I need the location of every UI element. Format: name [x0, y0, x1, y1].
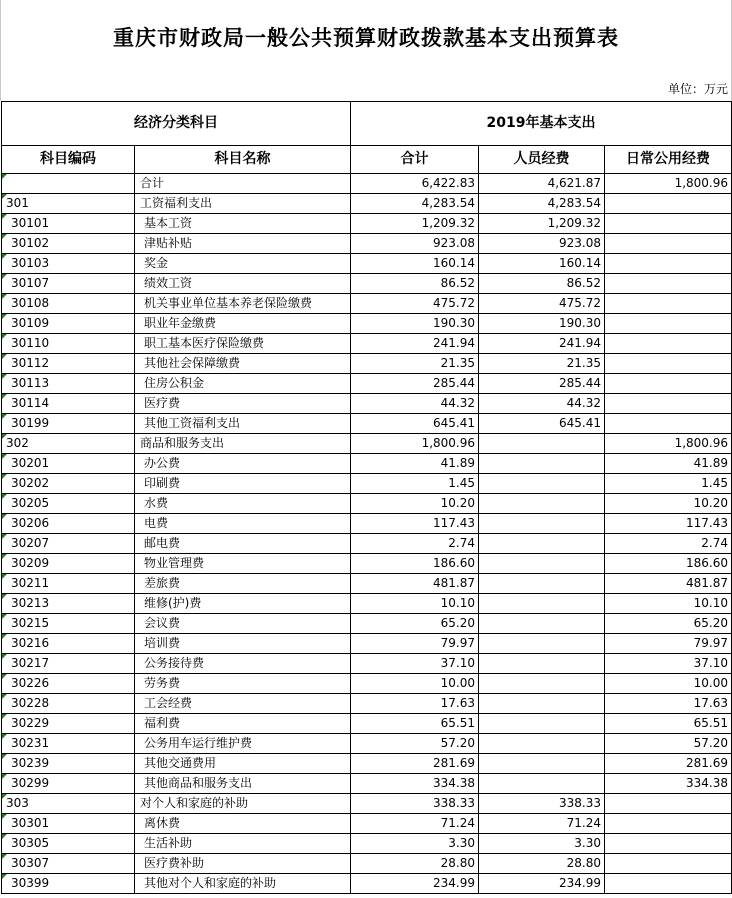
- cell-code: 30226: [2, 674, 135, 694]
- cell-total: 281.69: [351, 754, 479, 774]
- cell-code: 30217: [2, 654, 135, 674]
- cell-public: 481.87: [605, 574, 732, 594]
- cell-code: 303: [2, 794, 135, 814]
- cell-name: 职工基本医疗保险缴费: [135, 334, 351, 354]
- cell-personnel: [479, 554, 605, 574]
- cell-total: 4,283.54: [351, 194, 479, 214]
- cell-personnel: [479, 714, 605, 734]
- header-public: 日常公用经费: [605, 146, 732, 174]
- table-row: [2, 434, 732, 454]
- table-row: [2, 814, 732, 834]
- cell-name: 基本工资: [135, 214, 351, 234]
- table-row: [2, 874, 732, 894]
- cell-personnel: [479, 534, 605, 554]
- cell-public: [605, 394, 732, 414]
- cell-name: 公务接待费: [135, 654, 351, 674]
- cell-code: 30110: [2, 334, 135, 354]
- table-row: [2, 194, 732, 214]
- cell-personnel: 234.99: [479, 874, 605, 894]
- cell-public: 1.45: [605, 474, 732, 494]
- cell-personnel: [479, 734, 605, 754]
- cell-code: 30299: [2, 774, 135, 794]
- cell-total: 190.30: [351, 314, 479, 334]
- table-row: [2, 454, 732, 474]
- table-row: [2, 514, 732, 534]
- cell-name: 办公费: [135, 454, 351, 474]
- table-body: [2, 174, 732, 894]
- budget-table: [1, 101, 732, 894]
- cell-public: [605, 814, 732, 834]
- cell-name: 商品和服务支出: [135, 434, 351, 454]
- cell-code: 30113: [2, 374, 135, 394]
- cell-name: 水费: [135, 494, 351, 514]
- cell-name: 工资福利支出: [135, 194, 351, 214]
- table-row: [2, 734, 732, 754]
- table-row: [2, 174, 732, 194]
- cell-personnel: [479, 674, 605, 694]
- cell-total: 6,422.83: [351, 174, 479, 194]
- header-code: 科目编码: [2, 146, 135, 174]
- cell-total: 1,209.32: [351, 214, 479, 234]
- cell-name: 培训费: [135, 634, 351, 654]
- table-row: [2, 254, 732, 274]
- cell-personnel: 4,283.54: [479, 194, 605, 214]
- cell-name: 医疗费: [135, 394, 351, 414]
- cell-personnel: [479, 594, 605, 614]
- table-row: [2, 334, 732, 354]
- cell-code: 30108: [2, 294, 135, 314]
- cell-code: 30301: [2, 814, 135, 834]
- cell-name: 其他工资福利支出: [135, 414, 351, 434]
- cell-total: 1,800.96: [351, 434, 479, 454]
- cell-personnel: [479, 694, 605, 714]
- cell-public: [605, 294, 732, 314]
- cell-public: 37.10: [605, 654, 732, 674]
- cell-name: 印刷费: [135, 474, 351, 494]
- cell-personnel: 71.24: [479, 814, 605, 834]
- cell-personnel: 3.30: [479, 834, 605, 854]
- cell-personnel: 338.33: [479, 794, 605, 814]
- cell-name: 合计: [135, 174, 351, 194]
- cell-public: [605, 334, 732, 354]
- cell-code: 30307: [2, 854, 135, 874]
- cell-code: 302: [2, 434, 135, 454]
- cell-code: 30107: [2, 274, 135, 294]
- cell-total: 41.89: [351, 454, 479, 474]
- header-total: 合计: [351, 146, 479, 174]
- cell-code: 30211: [2, 574, 135, 594]
- cell-code: 30239: [2, 754, 135, 774]
- cell-total: 338.33: [351, 794, 479, 814]
- cell-name: 其他商品和服务支出: [135, 774, 351, 794]
- cell-code: 30231: [2, 734, 135, 754]
- cell-public: 281.69: [605, 754, 732, 774]
- cell-public: [605, 274, 732, 294]
- table-row: [2, 674, 732, 694]
- cell-public: 334.38: [605, 774, 732, 794]
- cell-personnel: 285.44: [479, 374, 605, 394]
- cell-code: 30229: [2, 714, 135, 734]
- cell-public: 10.10: [605, 594, 732, 614]
- cell-total: 923.08: [351, 234, 479, 254]
- table-row: [2, 554, 732, 574]
- cell-total: 234.99: [351, 874, 479, 894]
- cell-public: 79.97: [605, 634, 732, 654]
- cell-total: 10.20: [351, 494, 479, 514]
- cell-personnel: 4,621.87: [479, 174, 605, 194]
- table-row: [2, 534, 732, 554]
- cell-name: 住房公积金: [135, 374, 351, 394]
- cell-name: 生活补助: [135, 834, 351, 854]
- cell-name: 绩效工资: [135, 274, 351, 294]
- cell-total: 10.00: [351, 674, 479, 694]
- table-row: [2, 294, 732, 314]
- cell-total: 65.20: [351, 614, 479, 634]
- cell-name: 差旅费: [135, 574, 351, 594]
- cell-personnel: [479, 454, 605, 474]
- cell-personnel: [479, 574, 605, 594]
- cell-personnel: 21.35: [479, 354, 605, 374]
- cell-name: 邮电费: [135, 534, 351, 554]
- cell-personnel: [479, 494, 605, 514]
- cell-public: 10.00: [605, 674, 732, 694]
- cell-total: 117.43: [351, 514, 479, 534]
- table-row: [2, 374, 732, 394]
- unit-label: 单位：万元: [667, 82, 728, 96]
- cell-code: 30202: [2, 474, 135, 494]
- cell-code: 30109: [2, 314, 135, 334]
- cell-code: 30305: [2, 834, 135, 854]
- cell-code: 30207: [2, 534, 135, 554]
- cell-total: 44.32: [351, 394, 479, 414]
- cell-code: 30205: [2, 494, 135, 514]
- cell-personnel: 1,209.32: [479, 214, 605, 234]
- cell-public: 1,800.96: [605, 174, 732, 194]
- cell-public: 1,800.96: [605, 434, 732, 454]
- table-row: [2, 214, 732, 234]
- cell-personnel: 86.52: [479, 274, 605, 294]
- cell-code: 30228: [2, 694, 135, 714]
- cell-name: 其他社会保障缴费: [135, 354, 351, 374]
- cell-public: [605, 234, 732, 254]
- cell-total: 28.80: [351, 854, 479, 874]
- cell-name: 福利费: [135, 714, 351, 734]
- table-row: [2, 354, 732, 374]
- cell-total: 241.94: [351, 334, 479, 354]
- cell-name: 职业年金缴费: [135, 314, 351, 334]
- cell-name: 工会经费: [135, 694, 351, 714]
- table-row: [2, 794, 732, 814]
- cell-personnel: 923.08: [479, 234, 605, 254]
- cell-public: 41.89: [605, 454, 732, 474]
- cell-total: 285.44: [351, 374, 479, 394]
- cell-code: 301: [2, 194, 135, 214]
- table-row: [2, 614, 732, 634]
- cell-personnel: [479, 614, 605, 634]
- cell-public: 57.20: [605, 734, 732, 754]
- cell-public: [605, 374, 732, 394]
- cell-personnel: [479, 774, 605, 794]
- table-row: [2, 494, 732, 514]
- cell-code: [2, 174, 135, 194]
- cell-public: [605, 314, 732, 334]
- cell-total: 186.60: [351, 554, 479, 574]
- cell-code: 30101: [2, 214, 135, 234]
- cell-personnel: [479, 754, 605, 774]
- cell-public: 186.60: [605, 554, 732, 574]
- cell-public: [605, 214, 732, 234]
- cell-name: 奖金: [135, 254, 351, 274]
- cell-name: 津贴补贴: [135, 234, 351, 254]
- cell-personnel: 475.72: [479, 294, 605, 314]
- cell-name: 会议费: [135, 614, 351, 634]
- cell-name: 电费: [135, 514, 351, 534]
- cell-personnel: 645.41: [479, 414, 605, 434]
- cell-public: [605, 354, 732, 374]
- header-group-economic-classification: 经济分类科目: [2, 102, 351, 146]
- cell-total: 21.35: [351, 354, 479, 374]
- cell-code: 30199: [2, 414, 135, 434]
- cell-code: 30103: [2, 254, 135, 274]
- cell-public: 17.63: [605, 694, 732, 714]
- cell-personnel: [479, 654, 605, 674]
- table-row: [2, 854, 732, 874]
- cell-personnel: 28.80: [479, 854, 605, 874]
- table-row: [2, 654, 732, 674]
- cell-code: 30102: [2, 234, 135, 254]
- page-title: 重庆市财政局一般公共预算财政拨款基本支出预算表: [113, 26, 619, 50]
- cell-personnel: 160.14: [479, 254, 605, 274]
- table-row: [2, 314, 732, 334]
- cell-public: [605, 254, 732, 274]
- cell-public: [605, 194, 732, 214]
- cell-code: 30112: [2, 354, 135, 374]
- cell-name: 公务用车运行维护费: [135, 734, 351, 754]
- table-row: [2, 574, 732, 594]
- cell-name: 离休费: [135, 814, 351, 834]
- table-row: [2, 714, 732, 734]
- cell-total: 17.63: [351, 694, 479, 714]
- table-row: [2, 754, 732, 774]
- cell-total: 86.52: [351, 274, 479, 294]
- cell-name: 机关事业单位基本养老保险缴费: [135, 294, 351, 314]
- table-row: [2, 634, 732, 654]
- table-row: [2, 694, 732, 714]
- cell-personnel: 44.32: [479, 394, 605, 414]
- cell-name: 其他交通费用: [135, 754, 351, 774]
- cell-public: [605, 414, 732, 434]
- table-row: [2, 274, 732, 294]
- cell-name: 医疗费补助: [135, 854, 351, 874]
- cell-personnel: 241.94: [479, 334, 605, 354]
- cell-total: 65.51: [351, 714, 479, 734]
- cell-public: [605, 834, 732, 854]
- cell-total: 160.14: [351, 254, 479, 274]
- table-row: [2, 594, 732, 614]
- table-row: [2, 394, 732, 414]
- cell-code: 30399: [2, 874, 135, 894]
- cell-name: 劳务费: [135, 674, 351, 694]
- cell-code: 30206: [2, 514, 135, 534]
- cell-personnel: 190.30: [479, 314, 605, 334]
- header-name: 科目名称: [135, 146, 351, 174]
- table-row: [2, 414, 732, 434]
- cell-total: 481.87: [351, 574, 479, 594]
- cell-name: 对个人和家庭的补助: [135, 794, 351, 814]
- cell-code: 30209: [2, 554, 135, 574]
- table-row: [2, 234, 732, 254]
- cell-total: 475.72: [351, 294, 479, 314]
- cell-total: 1.45: [351, 474, 479, 494]
- cell-public: [605, 854, 732, 874]
- cell-personnel: [479, 474, 605, 494]
- cell-public: 2.74: [605, 534, 732, 554]
- cell-personnel: [479, 634, 605, 654]
- cell-public: [605, 874, 732, 894]
- cell-public: 65.20: [605, 614, 732, 634]
- cell-total: 79.97: [351, 634, 479, 654]
- cell-code: 30114: [2, 394, 135, 414]
- table-row: [2, 834, 732, 854]
- cell-public: 10.20: [605, 494, 732, 514]
- header-personnel: 人员经费: [479, 146, 605, 174]
- table-header: [2, 102, 732, 174]
- cell-public: [605, 794, 732, 814]
- cell-name: 维修(护)费: [135, 594, 351, 614]
- cell-personnel: [479, 514, 605, 534]
- cell-code: 30215: [2, 614, 135, 634]
- cell-total: 57.20: [351, 734, 479, 754]
- cell-name: 其他对个人和家庭的补助: [135, 874, 351, 894]
- table-row: [2, 474, 732, 494]
- cell-total: 10.10: [351, 594, 479, 614]
- cell-code: 30216: [2, 634, 135, 654]
- cell-total: 334.38: [351, 774, 479, 794]
- cell-name: 物业管理费: [135, 554, 351, 574]
- cell-total: 71.24: [351, 814, 479, 834]
- cell-public: 65.51: [605, 714, 732, 734]
- cell-public: 117.43: [605, 514, 732, 534]
- header-group-basic-expenditure: 2019年基本支出: [351, 102, 732, 146]
- table-row: [2, 774, 732, 794]
- cell-code: 30213: [2, 594, 135, 614]
- cell-total: 37.10: [351, 654, 479, 674]
- cell-code: 30201: [2, 454, 135, 474]
- cell-total: 645.41: [351, 414, 479, 434]
- cell-total: 2.74: [351, 534, 479, 554]
- cell-total: 3.30: [351, 834, 479, 854]
- cell-personnel: [479, 434, 605, 454]
